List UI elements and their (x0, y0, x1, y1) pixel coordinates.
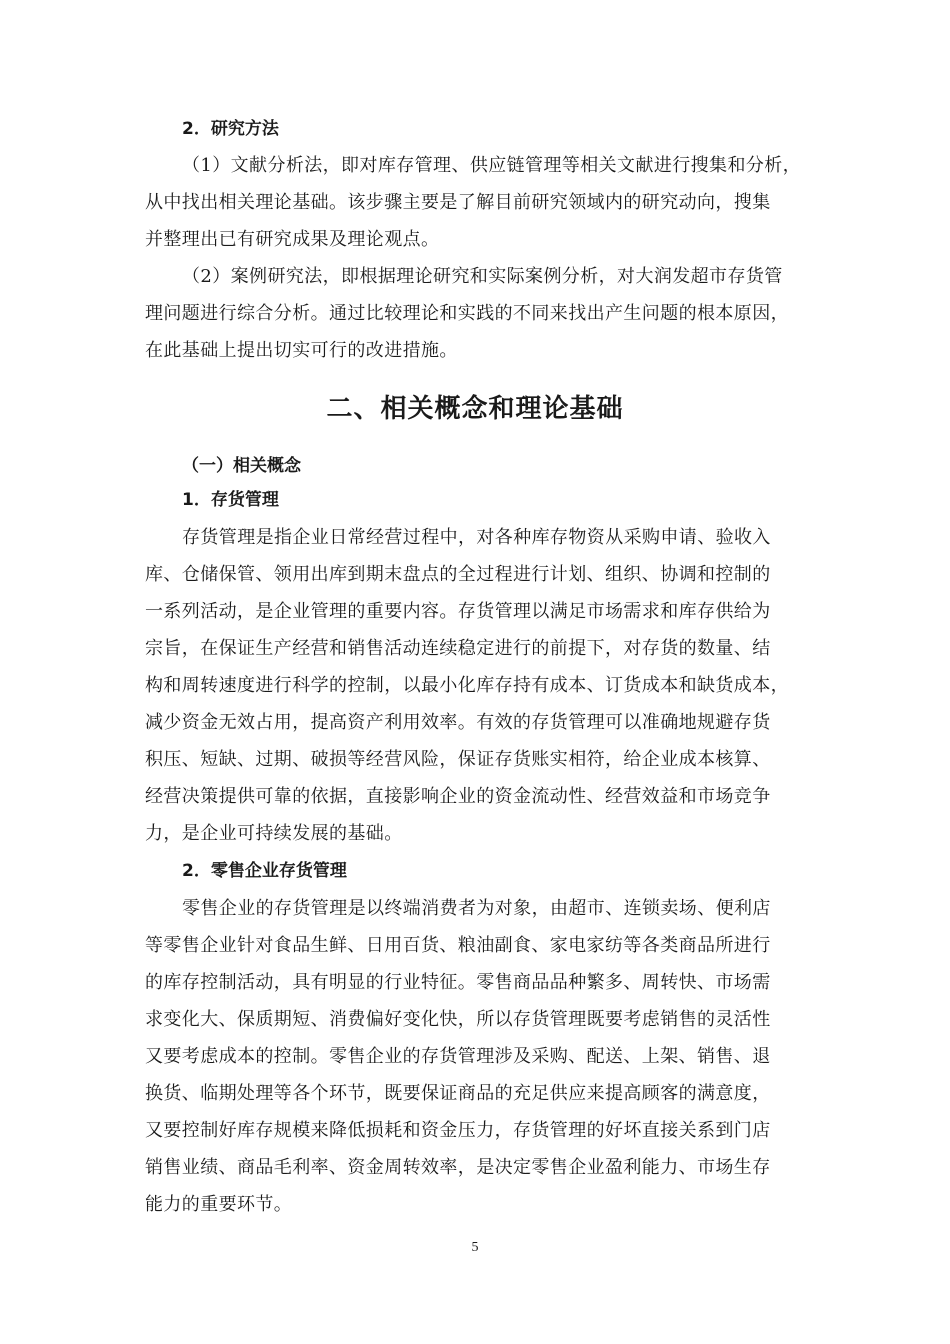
paragraph-line: （1）文献分析法，即对库存管理、供应链管理等相关文献进行搜集和分析， (182, 155, 802, 176)
paragraph-line: 存货管理是指企业日常经营过程中，对各种库存物资从采购申请、验收入 (182, 527, 771, 548)
paragraph-line: 并整理出已有研究成果及理论观点。 (145, 229, 440, 250)
paragraph-line: 能力的重要环节。 (145, 1194, 293, 1215)
paragraph-line: 一系列活动，是企业管理的重要内容。存货管理以满足市场需求和库存供给为 (145, 601, 771, 622)
paragraph-line: 理问题进行综合分析。通过比较理论和实践的不同来找出产生问题的根本原因， (145, 303, 789, 324)
paragraph-line: 积压、短缺、过期、破损等经营风险，保证存货账实相符，给企业成本核算、 (145, 749, 771, 770)
chapter-title: 二、相关概念和理论基础 (326, 394, 624, 424)
paragraph-line: 库、仓储保管、领用出库到期末盘点的全过程进行计划、组织、协调和控制的 (145, 564, 771, 585)
paragraph-line: （2）案例研究法，即根据理论研究和实际案例分析，对大润发超市存货管 (182, 266, 783, 287)
paragraph-line: 销售业绩、商品毛利率、资金周转效率，是决定零售企业盈利能力、市场生存 (145, 1157, 771, 1178)
section-heading-concepts: （一）相关概念 (182, 456, 301, 476)
paragraph-line: 力，是企业可持续发展的基础。 (145, 823, 403, 844)
paragraph-line: 换货、临期处理等各个环节，既要保证商品的充足供应来提高顾客的满意度， (145, 1083, 771, 1104)
paragraph-line: 的库存控制活动，具有明显的行业特征。零售商品品种繁多、周转快、市场需 (145, 972, 771, 993)
paragraph-line: 求变化大、保质期短、消费偏好变化快，所以存货管理既要考虑销售的灵活性 (145, 1009, 771, 1030)
paragraph-line: 构和周转速度进行科学的控制，以最小化库存持有成本、订货成本和缺货成本， (145, 675, 789, 696)
section-heading-research-method: 2．研究方法 (182, 119, 279, 139)
subsection-heading-inventory-management: 1．存货管理 (182, 490, 279, 510)
paragraph-line: 又要控制好库存规模来降低损耗和资金压力，存货管理的好坏直接关系到门店 (145, 1120, 771, 1141)
paragraph-line: 等零售企业针对食品生鲜、日用百货、粮油副食、家电家纺等各类商品所进行 (145, 935, 771, 956)
paragraph-line: 经营决策提供可靠的依据，直接影响企业的资金流动性、经营效益和市场竞争 (145, 786, 771, 807)
paragraph-line: 又要考虑成本的控制。零售企业的存货管理涉及采购、配送、上架、销售、退 (145, 1046, 771, 1067)
paragraph-line: 减少资金无效占用，提高资产利用效率。有效的存货管理可以准确地规避存货 (145, 712, 771, 733)
paragraph-line: 从中找出相关理论基础。该步骤主要是了解目前研究领域内的研究动向，搜集 (145, 192, 771, 213)
paragraph-line: 宗旨，在保证生产经营和销售活动连续稳定进行的前提下，对存货的数量、结 (145, 638, 771, 659)
subsection-heading-retail-inventory: 2．零售企业存货管理 (182, 861, 347, 881)
paragraph-line: 零售企业的存货管理是以终端消费者为对象，由超市、连锁卖场、便利店 (182, 898, 771, 919)
paragraph-line: 在此基础上提出切实可行的改进措施。 (145, 340, 458, 361)
page-number: 5 (471, 1240, 479, 1255)
